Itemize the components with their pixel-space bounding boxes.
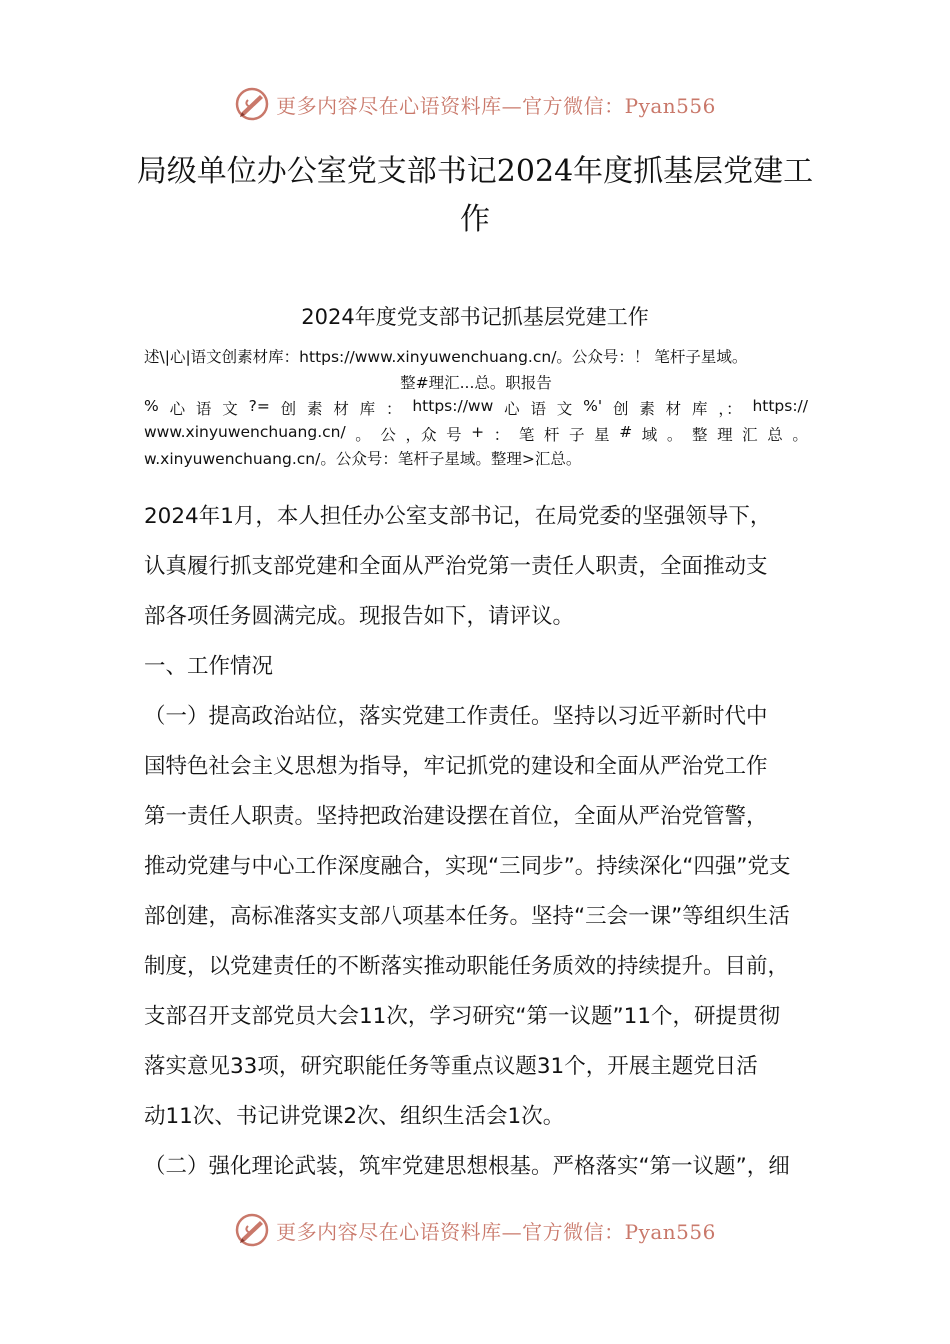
body-line: （二）强化理论武装，筑牢党建思想根基。严格落实“第一议题”，细 <box>144 1154 790 1179</box>
source-line-5: w.xinyuwenchuang.cn/。公众号：笔杆子星域。整理>汇总。 <box>144 450 582 468</box>
source-line-3: % 心 语 文 ?= 创 素 材 库 ： https://ww 心 语 文 %' 创 素 材 库 ，： https:// <box>144 397 808 418</box>
section-heading: 一、工作情况 <box>144 654 274 679</box>
title-line-1: 局级单位办公室党支部书记2024年度抓基层党建工 <box>136 154 814 189</box>
watermark-banner-bottom <box>0 1210 950 1250</box>
pen-logo-icon <box>234 1212 270 1248</box>
body-line: 动11次、书记讲党课2次、组织生活会1次。 <box>144 1104 565 1129</box>
source-line-4: www.xinyuwenchuang.cn/ 。 公 ，众 号 + ： 笔 杆 子 星 # 域 。 整 理 汇 总 。 <box>144 423 808 444</box>
watermark-text: 更多内容尽在心语资料库—官方微信：Pyan556 <box>276 93 716 118</box>
body-line: 支部召开支部党员大会11次，学习研究“第一议题”11个，研提贯彻 <box>144 1004 780 1029</box>
watermark-text: 更多内容尽在心语资料库—官方微信：Pyan556 <box>276 1219 716 1244</box>
body-line: （一）提高政治站位，落实党建工作责任。坚持以习近平新时代中 <box>144 704 768 729</box>
document-subtitle: 2024年度党支部书记抓基层党建工作 <box>301 305 649 329</box>
body-line: 推动党建与中心工作深度融合，实现“三同步”。持续深化“四强”党支 <box>144 854 791 879</box>
body-line: 部各项任务圆满完成。现报告如下，请评议。 <box>144 604 575 629</box>
body-line: 2024年1月，本人担任办公室支部书记，在局党委的坚强领导下， <box>144 504 772 529</box>
body-line: 落实意见33项，研究职能任务等重点议题31个，开展主题党日活 <box>144 1054 758 1079</box>
title-line-2: 作 <box>460 202 490 237</box>
document-title <box>130 148 820 244</box>
body-line: 部创建，高标准落实支部八项基本任务。坚持“三会一课”等组织生活 <box>144 904 790 929</box>
body-text <box>144 492 808 1192</box>
body-line: 第一责任人职责。坚持把政治建设摆在首位，全面从严治党管警， <box>144 804 768 829</box>
body-line: 制度，以党建责任的不断落实推动职能任务质效的持续提升。目前， <box>144 954 790 979</box>
body-line: 国特色社会主义思想为指导，牢记抓党的建设和全面从严治党工作 <box>144 754 768 779</box>
watermark-banner-top <box>0 84 950 124</box>
body-line: 认真履行抓支部党建和全面从严治党第一责任人职责，全面推动支 <box>144 554 768 579</box>
source-line-2: 整#理汇...总。职报告 <box>400 374 552 392</box>
pen-logo-icon <box>234 86 270 122</box>
source-line-1: 述\|心|语文创素材库：https://www.xinyuwenchuang.cn/。公众号：！ 笔杆子星域。 <box>144 348 748 366</box>
